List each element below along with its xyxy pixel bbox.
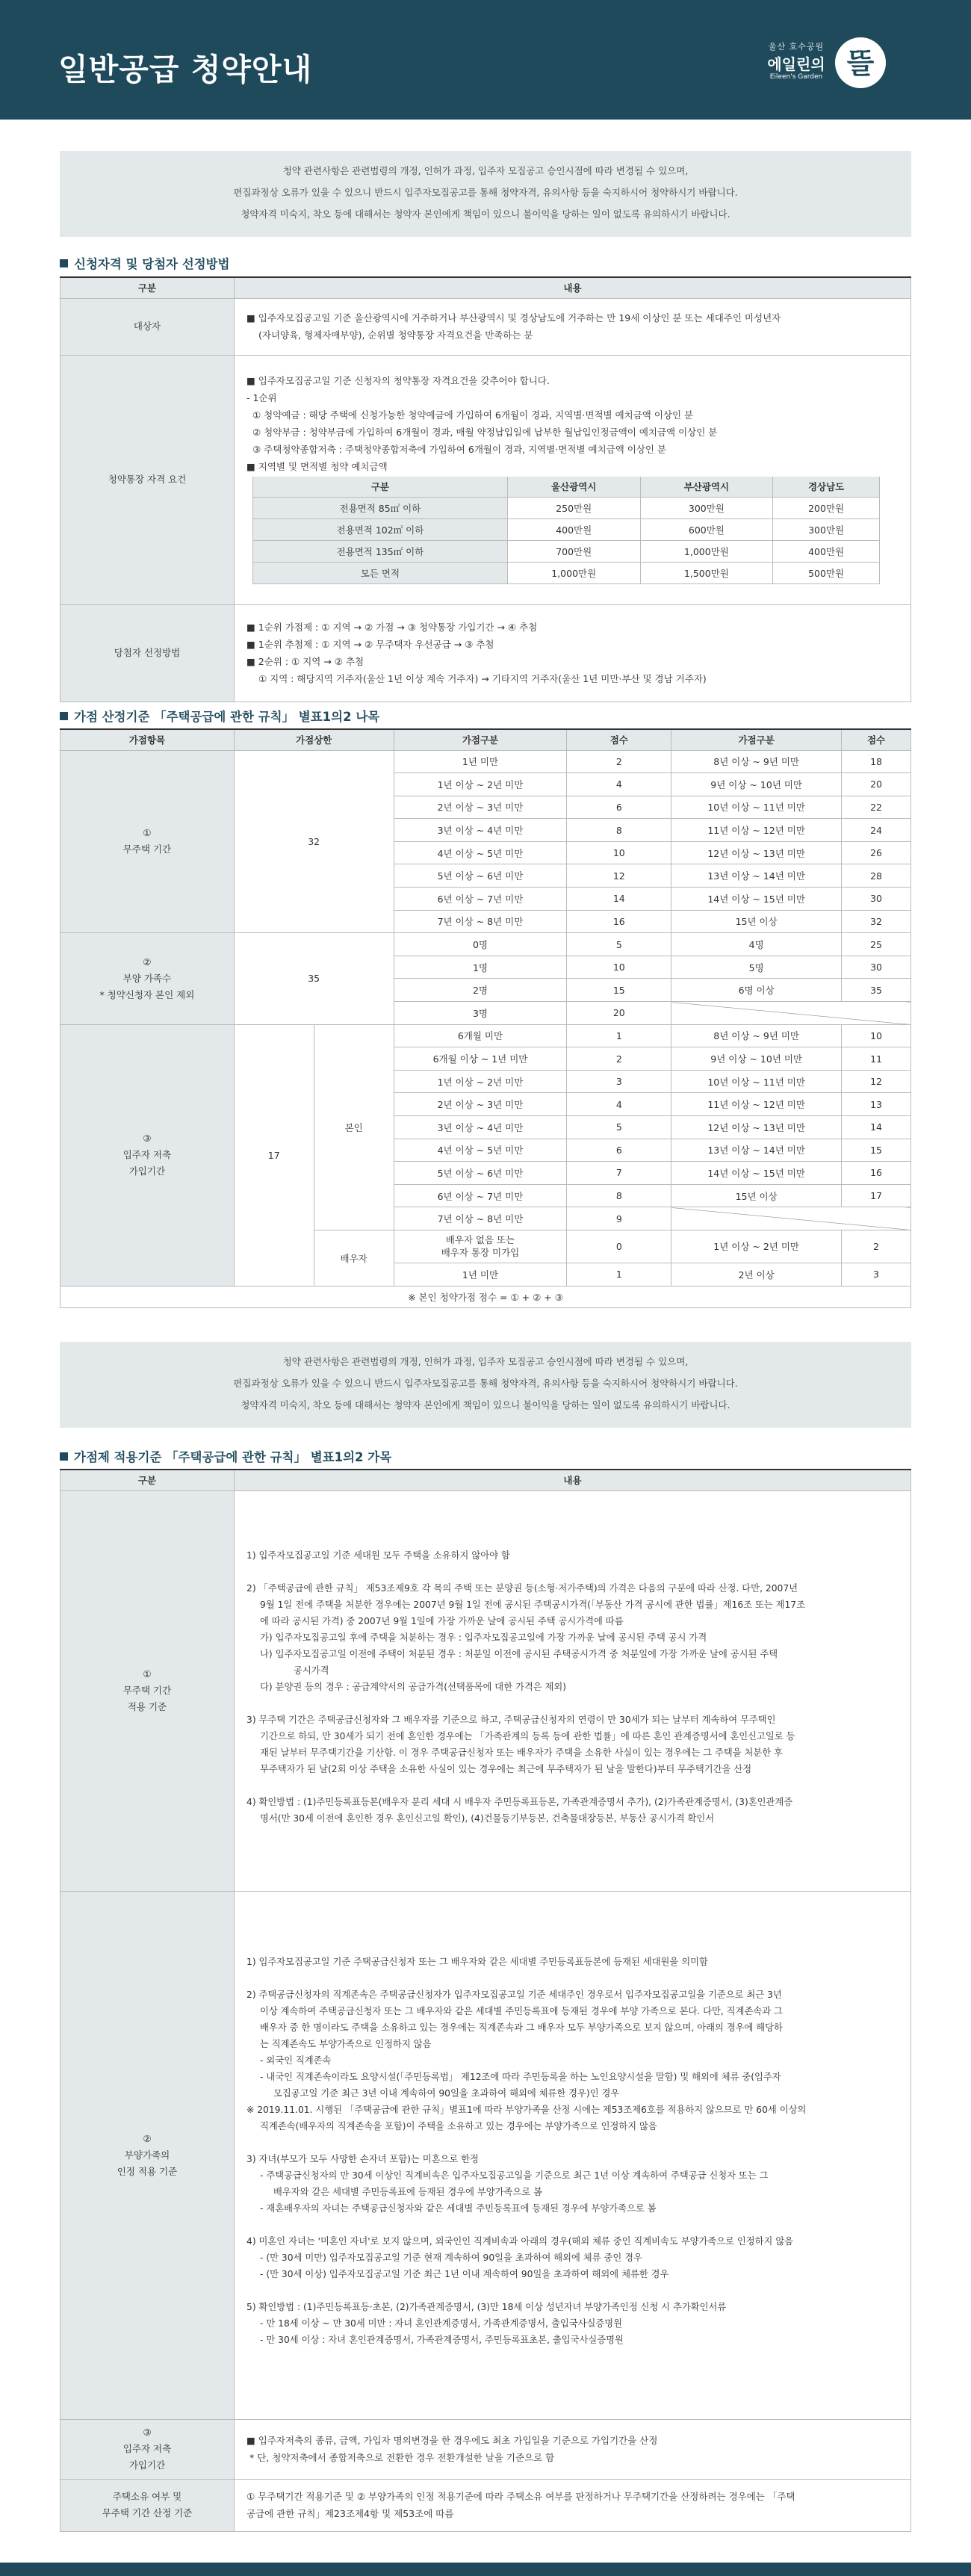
column-header: 점수 [567, 729, 671, 750]
table-cell: ■ 1순위 가점제 : ① 지역 → ② 가점 → ③ 청약통장 가입기간 → ④ 추첨 ■ 1순위 추첨제 : ① 지역 → ② 무주택자 우선공급 → ③ 추첨 ■ 2순위 : ① 지역 → ② 추첨 ① 지역 : 해당지역 거주자(울산 1년 이상 계속 거주자) → 기타지역 거주자(울산 1년 미만·부산 및 경남 거주자) [235, 604, 911, 702]
bullet-square-icon [60, 259, 68, 267]
paragraph-line: 재된 날부터 무주택기간을 기산함. 이 경우 주택공급신청자 또는 배우자가 주택을 소유한 사실이 있는 경우에는 그 주택을 처분한 후 [260, 1747, 783, 1758]
column-header: 가점구분 [394, 729, 567, 750]
bullet-square-icon [60, 1452, 68, 1461]
table-row: 3명 20 [61, 1002, 911, 1025]
max-score: 32 [234, 750, 394, 933]
paragraph-line: ※ 2019.11.01. 시행된 「주택공급에 관한 규칙」별표1에 따라 부양가족을 산정 시에는 제53조제6호를 적용하지 않으므로 만 60세 이상의 [246, 2104, 807, 2115]
table-row: 2년 이상 ~ 3년 미만 6 10년 이상 ~ 11년 미만 22 [61, 796, 911, 819]
table-row: 6개월 이상 ~ 1년 미만 2 9년 이상 ~ 10년 미만 11 [61, 1047, 911, 1071]
table-row: 5년 이상 ~ 6년 미만 12 13년 이상 ~ 14년 미만 28 [61, 864, 911, 888]
paragraph-line: - 주택공급신청자의 만 30세 이상인 직계비속은 입주자모집공고일을 기준으로 최근 1년 이상 계속하여 주택공급 신청자 또는 그 [260, 2170, 769, 2181]
score-table [60, 728, 911, 1308]
eligibility-table [60, 276, 911, 702]
paragraph-line: 3) 무주택 기간은 주택공급신청자와 그 배우자를 기준으로 하고, 주택공급신청자의 연령이 만 30세가 되는 날부터 계속하여 무주택인 [246, 1715, 776, 1725]
row-label: ② 부양가족의 인정 적용 기준 [61, 1891, 235, 2419]
table-row: 7년 이상 ~ 8년 미만 16 15년 이상 32 [61, 910, 911, 933]
table-row: 3년 이상 ~ 4년 미만 5 12년 이상 ~ 13년 미만 14 [61, 1116, 911, 1139]
table-row: 3년 이상 ~ 4년 미만 8 11년 이상 ~ 12년 미만 24 [61, 819, 911, 842]
table-cell: ■ 입주자모집공고일 기준 울산광역시에 거주하거나 부산광역시 및 경상남도에 거주하는 만 19세 이상인 분 또는 세대주인 미성년자 (자녀양육, 형제자매부양), 순위별 청약통장 자격요건을 만족하는 분 [235, 298, 911, 355]
table-row: 2명 15 6명 이상 35 [61, 979, 911, 1002]
total-formula: ※ 본인 청약가점 점수 = ① + ② + ③ [61, 1286, 911, 1307]
spouse-line-2: 배우자 통장 미가입 [441, 1247, 520, 1259]
criteria-table [60, 1469, 911, 2532]
paragraph-line: - 만 18세 이상 ~ 만 30세 미만 : 자녀 혼인관계증명서, 가족관계증명서, 출입국사실증명원 [260, 2318, 623, 2329]
page-header [0, 0, 971, 120]
column-header: 가점상한 [234, 729, 394, 750]
table-row: 1년 이상 ~ 2년 미만 4 9년 이상 ~ 10년 미만 20 [61, 773, 911, 796]
table-row: 7년 이상 ~ 8년 미만 9 [61, 1207, 911, 1230]
brand-logo [762, 36, 889, 90]
notice-line: 청약 관련사항은 관련법령의 개정, 인허가 과정, 입주자 모집공고 승인시점에 따라 변경될 수 있으며, [282, 165, 689, 176]
paragraph-line: 배우자 중 한 명이라도 주택을 소유하고 있는 경우에는 직계존속과 그 배우자 모두 부양가족으로 보지 않으며, 아래의 경우에 해당하 [260, 2022, 783, 2033]
paragraph-line: 는 직계존속도 부양가족으로 인정하지 않음 [260, 2038, 432, 2049]
max-score: 35 [234, 933, 394, 1024]
row-label: ① 무주택 기간 적용 기준 [61, 1490, 235, 1891]
paragraph-line: 명서(만 30세 이전에 혼인한 경우 혼인신고일 확인), (4)건물등기부등본, 건축물대장등본, 부동산 공시가격 확인서 [260, 1813, 715, 1824]
table-row: 6년 이상 ~ 7년 미만 14 14년 이상 ~ 15년 미만 30 [61, 888, 911, 911]
notice-box [60, 1342, 911, 1428]
paragraph [246, 2151, 899, 2217]
paragraph-line: - (만 30세 미만) 입주자모집공고일 기준 현재 계속하여 90일을 초과하여 해외에 체류 중인 경우 [260, 2252, 642, 2263]
row-label: 주택소유 여부 및 무주택 기간 산정 기준 [61, 2479, 235, 2531]
paragraph [246, 1954, 899, 1970]
paragraph-line: - 재혼배우자의 자녀는 주택공급신청자와 같은 세대별 주민등록표에 등재된 경우에 부양가족으로 봄 [260, 2202, 657, 2214]
logo-name: 에일린의 [767, 55, 825, 73]
page-title: 일반공급 청약안내 [58, 52, 313, 87]
table-row: 1년 미만 1 2년 이상 3 [61, 1263, 911, 1286]
row-label: ③ 입주자 저축 가입기간 [61, 2419, 235, 2479]
column-header: 내용 [235, 1470, 911, 1490]
table-row: 전용면적 135㎡ 이하 700만원 1,000만원 400만원 [253, 541, 880, 563]
logo-mark-icon [834, 36, 887, 90]
column-header: 가점구분 [671, 729, 842, 750]
table-row: 4년 이상 ~ 5년 미만 6 13년 이상 ~ 14년 미만 15 [61, 1139, 911, 1162]
row-label: 당첨자 선정방법 [61, 604, 235, 702]
paragraph [246, 1712, 899, 1777]
paragraph-line: - 만 30세 이상 : 자녀 혼인관계증명서, 가족관계증명서, 주민등록표초본, 출입국사실증명원 [260, 2334, 624, 2345]
table-cell [235, 1891, 911, 2419]
table-row: 1명 10 5명 30 [61, 956, 911, 979]
bullet-square-icon [60, 712, 68, 720]
sub-label: 배우자 [314, 1230, 394, 1286]
paragraph-line: 2) 주택공급신청자의 직계존속은 주택공급신청자가 입주자모집공고일 기준 세대주인 경우로서 입주자모집공고일을 기준으로 최근 3년 [246, 1989, 782, 2000]
table-row: ① 무주택 기간 32 1년 미만 2 8년 이상 ~ 9년 미만 18 [61, 750, 911, 773]
footer-bar [0, 2563, 971, 2576]
paragraph-line: 배우자와 같은 세대별 주민등록표에 등재된 경우에 부양가족으로 봄 [273, 2186, 542, 2197]
paragraph-line: - (만 30세 이상) 입주자모집공고일 기준 최근 1년 이내 계속하여 90일을 초과하여 해외에 체류한 경우 [260, 2268, 669, 2279]
table-cell: ■ 입주자저축의 종류, 금액, 가입자 명의변경을 한 경우에도 최초 가입일을 기준으로 가입기간을 산정 * 단, 청약저축에서 종합저축으로 전환한 경우 전환개설한 날을 기준으로 함 [235, 2419, 911, 2479]
paragraph-line: 공시가격 [294, 1665, 329, 1676]
table-cell: ① 무주택기간 적용기준 및 ② 부양가족의 인정 적용기준에 따라 주택소유 여부를 판정하거나 무주택기간을 산정하려는 경우에는 「주택 공급에 관한 규칙」제23조제4항 및 제53조에 따름 [235, 2479, 911, 2531]
table-row: ② 부양 가족수 * 청약신청자 본인 제외 35 0명 5 4명 25 [61, 933, 911, 956]
paragraph-line: 1) 입주자모집공고일 기준 주택공급신청자 또는 그 배우자와 같은 세대별 주민등록표등본에 등재된 세대원을 의미함 [246, 1956, 708, 1967]
logo-english: Eileen's Garden [769, 73, 823, 81]
row-label: ② 부양 가족수 * 청약신청자 본인 제외 [61, 933, 235, 1024]
section-title: 신청자격 및 당첨자 선정방법 [60, 254, 230, 272]
table-cell: ■ 입주자모집공고일 기준 신청자의 청약통장 자격요건을 갖추어야 합니다. - 1순위 ① 청약예금 : 해당 주택에 신청가능한 청약예금에 가입하여 6개월이 경과, 지역별·면적별 예치금액 이상인 분 ② 청약부금 : 청약부금에 가입하여 6개월이 경과, 매월 약정납입일에 납부한 월납입인정금액이 예치금액 이상인 분 ③ 주택청약종합저축 : 주택청약종합저축에 가입하여 6개월이 경과, 지역별·면적별 예치금액 이상인 분 ■ 지역별 및 면적별 청약 예치금액 구분 울산광역시 부산광역시 경상남도 전용면적 85㎡ 이하 250만원 300만원 200만원 전용면적 102㎡ 이하 400만원 600만원 300만원 전용면적 135㎡ 이하 700만원 1,000만원 400만원 모든 면적 1,000만원 1,500만원 500만원 [235, 355, 911, 604]
logo-mark-text: 뜰 [846, 47, 875, 80]
empty-diagonal-cell [671, 1207, 911, 1230]
paragraph [246, 1987, 899, 2134]
section-title: 가점 산정기준 「주택공급에 관한 규칙」 별표1의2 나목 [60, 707, 379, 725]
table-row: 5년 이상 ~ 6년 미만 7 14년 이상 ~ 15년 미만 16 [61, 1162, 911, 1185]
table-row: 2년 이상 ~ 3년 미만 4 11년 이상 ~ 12년 미만 13 [61, 1093, 911, 1116]
paragraph-line: 다) 분양권 등의 경우 : 공급계약서의 공급가격(선택품목에 대한 가격은 제외) [260, 1682, 567, 1692]
table-row: 전용면적 85㎡ 이하 250만원 300만원 200만원 [253, 498, 880, 519]
deposit-table: 구분 울산광역시 부산광역시 경상남도 전용면적 85㎡ 이하 250만원 300만원 200만원 전용면적 102㎡ 이하 400만원 600만원 300만원 전용면적 135㎡ 이하 700만원 1,000만원 400만원 모든 면적 1,000만원 1,500만원 500만원 [252, 477, 880, 585]
paragraph [246, 2233, 899, 2282]
table-cell [235, 1490, 911, 1891]
paragraph [246, 1794, 899, 1827]
empty-diagonal-cell [671, 1002, 911, 1025]
table-row: 전용면적 102㎡ 이하 400만원 600만원 300만원 [253, 519, 880, 541]
notice-line: 편집과정상 오류가 있을 수 있으니 반드시 입주자모집공고를 통해 청약자격, 유의사항 등을 숙지하시어 청약하시기 바랍니다. [233, 1378, 738, 1389]
paragraph [246, 1547, 899, 1564]
max-score: 17 [234, 1024, 314, 1286]
column-header: 구분 [61, 277, 235, 298]
paragraph-line: 직계존속(배우자의 직계존속을 포함)이 주택을 소유하고 있는 경우에는 부양가족으로 인정하지 않음 [260, 2120, 657, 2131]
table-row: 1년 이상 ~ 2년 미만 3 10년 이상 ~ 11년 미만 12 [61, 1070, 911, 1093]
paragraph-line: 4) 미혼인 자녀는 '미혼인 자녀'로 보지 않으며, 외국인인 직계비속과 아래의 경우(해외 체류 중인 직계비속도 부양가족으로 인정하지 않음 [246, 2235, 794, 2247]
paragraph [246, 1580, 899, 1695]
table-row: 4년 이상 ~ 5년 미만 10 12년 이상 ~ 13년 미만 26 [61, 841, 911, 864]
paragraph-line: 1) 입주자모집공고일 기준 세대원 모두 주택을 소유하지 않아야 함 [246, 1550, 510, 1561]
notice-line: 청약 관련사항은 관련법령의 개정, 인허가 과정, 입주자 모집공고 승인시점에 따라 변경될 수 있으며, [282, 1356, 689, 1367]
column-header: 구분 [61, 1470, 235, 1490]
paragraph-line: 무주택자가 된 날(2회 이상 주택을 소유한 사실이 있는 경우에는 최근에 무주택자가 된 날을 말한다)부터 무주택기간을 산정 [260, 1764, 752, 1774]
paragraph-line: 3) 자녀(부모가 모두 사망한 손자녀 포함)는 미혼으로 한정 [246, 2153, 479, 2164]
paragraph-line: 모집공고일 기준 최근 3년 이내 계속하여 90일을 초과하여 해외에 체류한 경우)인 경우 [273, 2087, 620, 2099]
row-label: 대상자 [61, 298, 235, 355]
paragraph-line: 2) 「주택공급에 관한 규칙」 제53조제9호 각 목의 주택 또는 분양권 등(소형·저가주택)의 가격은 다음의 구분에 따라 산정. 다만, 2007년 [246, 1583, 798, 1594]
paragraph-line: 9월 1일 전에 주택을 처분한 경우에는 2007년 9월 1일 전에 공시된 주택공시가격(「부동산 가격 공시에 관한 법률」제16조 또는 제17조 [260, 1600, 806, 1610]
notice-line: 청약자격 미숙지, 착오 등에 대해서는 청약자 본인에게 책임이 있으니 불이익을 당하는 일이 없도록 유의하시기 바랍니다. [241, 208, 730, 220]
logo-subtitle: 울산 호수공원 [768, 42, 825, 52]
paragraph-line: 나) 입주자모집공고일 이전에 주택이 처분된 경우 : 처분일 이전에 공시된 주택공시가격 중 처분일에 가장 가까운 날에 공시된 주택 [260, 1649, 778, 1659]
paragraph [246, 2299, 899, 2348]
column-header: 가점항목 [61, 729, 235, 750]
spouse-cell [394, 1230, 567, 1263]
sub-label: 본인 [314, 1024, 394, 1230]
paragraph-line: 에 따라 공시된 가격) 중 2007년 9월 1일에 가장 가까운 날에 공시된 주택 공시가격에 따름 [260, 1616, 624, 1626]
section-title: 가점제 적용기준 「주택공급에 관한 규칙」 별표1의2 가목 [60, 1447, 391, 1465]
table-row: ③ 입주자 저축 가입기간 17 본인 6개월 미만 1 8년 이상 ~ 9년 미만 10 [61, 1024, 911, 1047]
table-row: 6년 이상 ~ 7년 미만 8 15년 이상 17 [61, 1184, 911, 1207]
row-label: ① 무주택 기간 [61, 750, 235, 933]
paragraph-line: 이상 계속하여 주택공급신청자 또는 그 배우자와 같은 세대별 주민등록표에 등재된 경우에 부양 가족으로 본다. 다만, 직계존속과 그 [260, 2005, 783, 2016]
column-header: 점수 [842, 729, 911, 750]
notice-box [60, 151, 911, 237]
spouse-line-1: 배우자 없음 또는 [445, 1234, 515, 1246]
notice-line: 청약자격 미숙지, 착오 등에 대해서는 청약자 본인에게 책임이 있으니 불이익을 당하는 일이 없도록 유의하시기 바랍니다. [241, 1399, 730, 1411]
notice-line: 편집과정상 오류가 있을 수 있으니 반드시 입주자모집공고를 통해 청약자격, 유의사항 등을 숙지하시어 청약하시기 바랍니다. [233, 187, 738, 198]
column-header: 내용 [235, 277, 911, 298]
paragraph-line: - 내국인 직계존속이라도 요양시설(「주민등록법」 제12조에 따라 주민등록을 하는 노인요양시설을 말함) 및 해외에 체류 중(입주자 [260, 2071, 781, 2082]
paragraph-line: 5) 확인방법 : (1)주민등록표등·초본, (2)가족관계증명서, (3)만 18세 이상 성년자녀 부양가족인정 신청 시 추가확인서류 [246, 2301, 727, 2312]
row-label: ③ 입주자 저축 가입기간 [61, 1024, 235, 1286]
paragraph-line: 기간으로 하되, 만 30세가 되기 전에 혼인한 경우에는 「가족관계의 등록 등에 관한 법률」에 따른 혼인 관계증명서에 혼인신고일로 등 [260, 1731, 795, 1741]
row-label: 청약통장 자격 요건 [61, 355, 235, 604]
paragraph-line: 가) 입주자모집공고일 후에 주택을 처분하는 경우 : 입주자모집공고일에 가장 가까운 날에 공시된 주택 공시 가격 [260, 1632, 707, 1643]
table-row: 모든 면적 1,000만원 1,500만원 500만원 [253, 563, 880, 584]
table-row: 배우자 배우자 없음 또는 배우자 통장 미가입 0 1년 이상 ~ 2년 미만 2 [61, 1230, 911, 1263]
paragraph-line: - 외국인 직계존속 [260, 2055, 332, 2066]
paragraph-line: 4) 확인방법 : (1)주민등록표등본(배우자 분리 세대 시 배우자 주민등록표등본, 가족관계증명서 추가), (2)가족관계증명서, (3)혼인관계증 [246, 1797, 793, 1807]
